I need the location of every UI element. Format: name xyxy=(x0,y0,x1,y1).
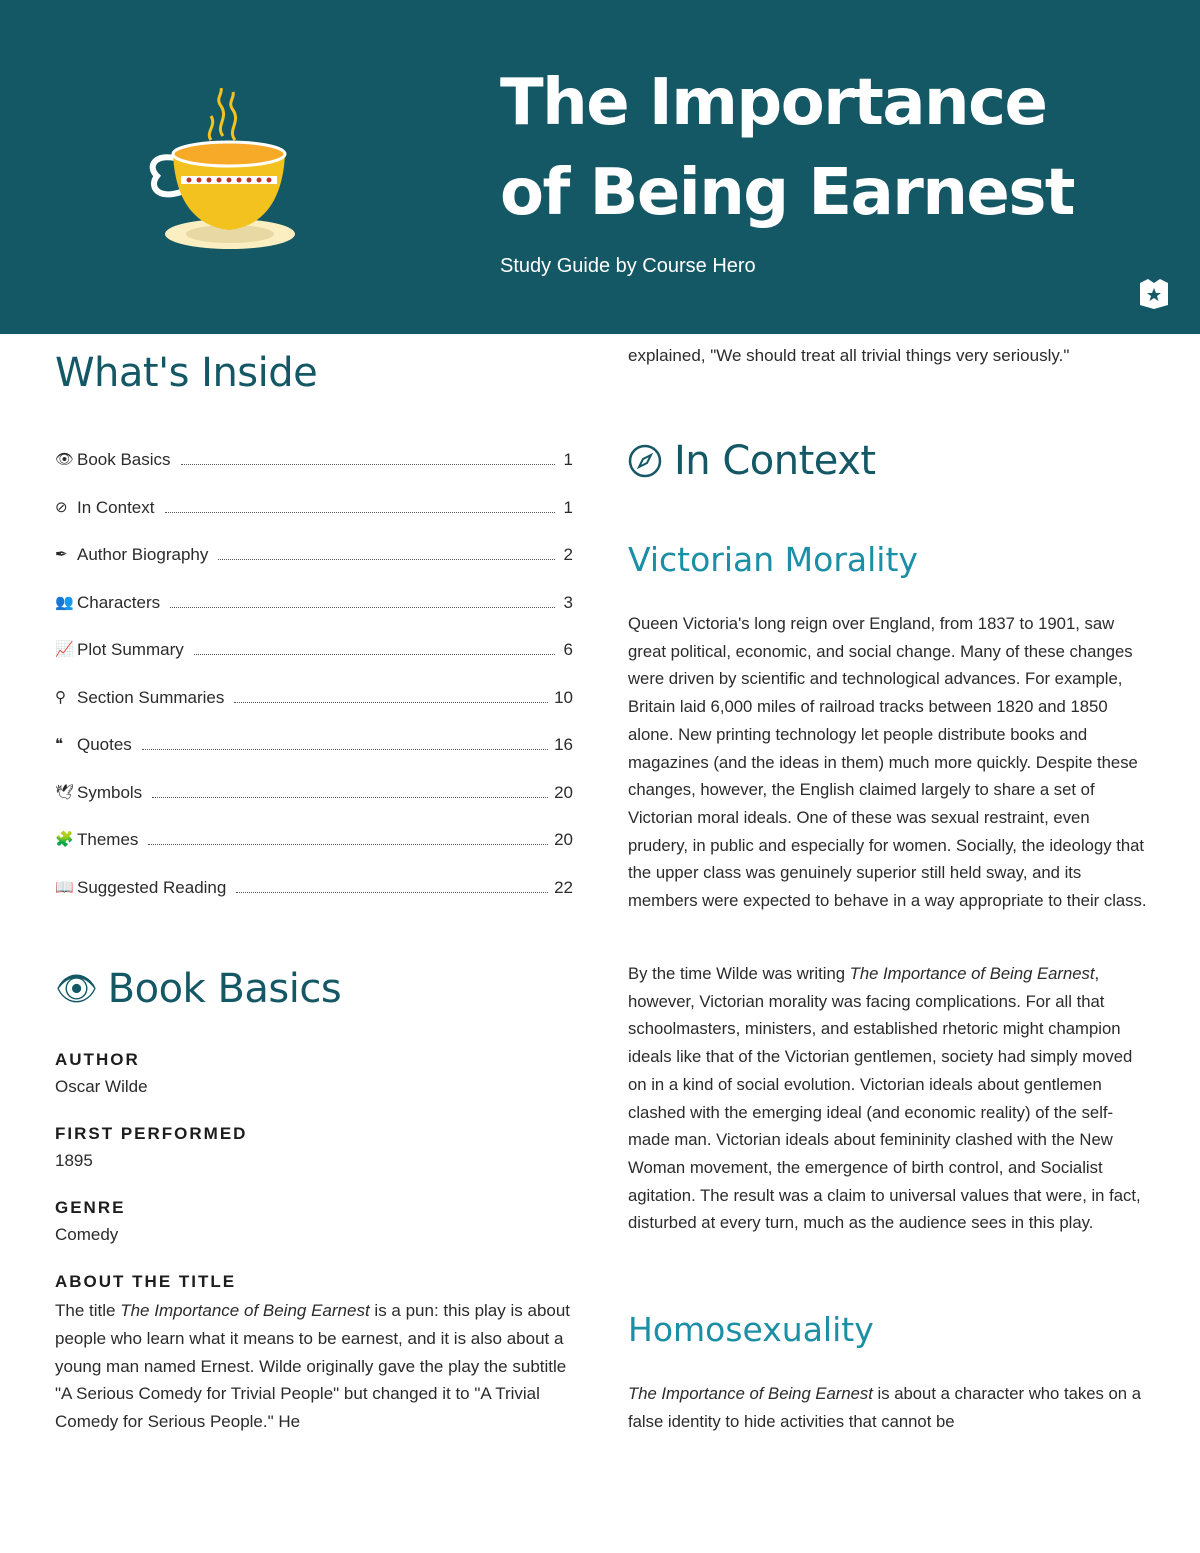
genre-label: GENRE xyxy=(55,1198,126,1217)
about-text-rest: is a pun: this play is about people who learn what it means to be earnest, and it is also about a young man named Ernest. Wilde originally gave the play the subtitle "A Serious Comedy for Trivial People" but changed it to "A Trivial Comedy for Serious People." He xyxy=(55,1301,571,1432)
book-open-icon: 📖 xyxy=(55,878,74,896)
toc-label: Section Summaries xyxy=(77,687,225,707)
book-basics-fields xyxy=(55,1050,575,1436)
toc-item-book-basics[interactable] xyxy=(55,450,573,498)
about-title-label: ABOUT THE TITLE xyxy=(55,1272,237,1291)
p2-start: By the time Wilde was writing xyxy=(628,964,850,983)
book-basics-heading xyxy=(55,966,341,1012)
course-hero-logo-icon[interactable] xyxy=(1138,279,1170,309)
compass-icon: ⊘ xyxy=(55,498,68,516)
toc-label: In Context xyxy=(77,497,155,517)
toc-page: 22 xyxy=(554,877,573,897)
toc-item-symbols[interactable] xyxy=(55,783,573,831)
toc-leader xyxy=(148,830,548,845)
toc-item-section-summaries[interactable] xyxy=(55,688,573,736)
victorian-paragraph-1: Queen Victoria's long reign over England, from 1837 to 1901, saw great political, economic, and social change. Many of these changes were driven by scientific and technological advances. For example, Britain laid 6,000 miles of railroad tracks between 1820 and 1850 alone. New printing technology let people distribute books and magazines (and the ideas in them) much more quickly. Despite these changes, however, the English claimed largely to share a set of Victorian moral ideals. One of these was sexual restraint, even prudery, in public and especially for women. Socially, the ideology that the upper class was genuinely superior still held sway, and its members were expected to behave in a way appropriate to their class. xyxy=(628,614,1147,911)
bird-icon: 🕊 xyxy=(55,783,75,801)
toc-leader xyxy=(165,498,556,513)
continuation-text: explained, "We should treat all trivial things very seriously." xyxy=(628,346,1070,365)
document-title xyxy=(500,58,1160,238)
toc-leader xyxy=(181,450,555,465)
toc-item-in-context[interactable] xyxy=(55,498,573,546)
toc-item-quotes[interactable] xyxy=(55,735,573,783)
victorian-morality-heading: Victorian Morality xyxy=(628,540,918,579)
toc-item-characters[interactable] xyxy=(55,593,573,641)
in-context-title: In Context xyxy=(674,438,876,484)
first-performed-label: FIRST PERFORMED xyxy=(55,1124,248,1143)
first-performed-value: 1895 xyxy=(55,1151,93,1170)
toc-page: 6 xyxy=(563,640,573,659)
homosexuality-paragraph xyxy=(628,1380,1150,1435)
toc-leader xyxy=(152,783,548,798)
title-line-1: The Importance xyxy=(500,66,1047,140)
puzzle-icon: 🧩 xyxy=(55,831,74,848)
toc-label: Suggested Reading xyxy=(77,877,227,897)
homosexuality-heading: Homosexuality xyxy=(628,1310,874,1349)
eye-icon: 👁 xyxy=(55,451,75,468)
toc-leader xyxy=(234,688,548,703)
title-line-2: of Being Earnest xyxy=(500,156,1074,230)
table-of-contents xyxy=(55,450,573,925)
homo-rest: is about a character who takes on a false identity to hide activities that cannot be xyxy=(628,1384,1141,1431)
in-context-heading xyxy=(628,438,876,484)
toc-page: 10 xyxy=(554,687,573,707)
book-basics-title: Book Basics xyxy=(107,966,342,1012)
teacup-icon xyxy=(145,88,305,258)
toc-leader xyxy=(170,593,555,608)
toc-item-themes[interactable] xyxy=(55,830,573,878)
toc-page: 3 xyxy=(563,592,573,612)
toc-leader xyxy=(236,878,548,893)
about-text-start: The title xyxy=(55,1301,121,1320)
toc-page: 1 xyxy=(563,450,573,469)
toc-page: 20 xyxy=(554,782,573,802)
toc-label: Quotes xyxy=(77,735,132,754)
toc-label: Book Basics xyxy=(77,450,171,469)
toc-page: 20 xyxy=(554,830,573,849)
homo-title: The Importance of Being Earnest xyxy=(628,1384,873,1403)
toc-label: Plot Summary xyxy=(77,640,184,659)
toc-item-plot-summary[interactable] xyxy=(55,640,573,688)
toc-item-author-biography[interactable] xyxy=(55,545,573,593)
toc-label: Themes xyxy=(77,830,139,849)
toc-leader xyxy=(218,545,555,560)
document-subtitle: Study Guide by Course Hero xyxy=(500,255,756,277)
genre-value: Comedy xyxy=(55,1225,119,1244)
about-title-text xyxy=(55,1297,575,1436)
toc-leader xyxy=(194,640,555,655)
quote-icon: ❝ xyxy=(55,736,64,753)
toc-label: Author Biography xyxy=(77,545,209,564)
contents-heading: What's Inside xyxy=(55,350,318,396)
toc-label: Characters xyxy=(77,592,161,612)
author-label: AUTHOR xyxy=(55,1050,140,1069)
about-text-title: The Importance of Being Earnest xyxy=(120,1301,370,1320)
toc-leader xyxy=(142,735,548,750)
pen-nib-icon: ✒ xyxy=(55,546,68,563)
magnifier-icon: ⚲ xyxy=(55,688,66,706)
line-chart-icon: 📈 xyxy=(55,641,74,658)
toc-item-suggested-reading[interactable] xyxy=(55,878,573,926)
compass-icon xyxy=(628,444,662,478)
toc-page: 1 xyxy=(563,497,573,517)
people-icon: 👥 xyxy=(55,593,74,611)
toc-page: 16 xyxy=(554,735,573,754)
p2-rest: , however, Victorian morality was facing complications. For all that schoolmasters, ministers, and established rhetoric might champion ideals like that of the Victorian gentlemen, society had simply moved on in a kind of social evolution. Victorian ideals about gentlemen clashed with the emerging ideal (and economic reality) of the self-made man. Victorian ideals about femininity clashed with the New Woman movement, the emergence of birth control, and Socialist agitation. The result was a claim to universal values that were, in fact, disturbed at every turn, much as the audience sees in this play. xyxy=(628,964,1141,1233)
eye-icon: 👁 xyxy=(55,969,98,1009)
toc-page: 2 xyxy=(563,545,573,564)
author-value: Oscar Wilde xyxy=(55,1077,148,1096)
toc-label: Symbols xyxy=(77,782,143,802)
p2-title: The Importance of Being Earnest xyxy=(849,964,1095,983)
header-banner xyxy=(0,0,1200,334)
victorian-paragraph-2 xyxy=(628,960,1150,1237)
